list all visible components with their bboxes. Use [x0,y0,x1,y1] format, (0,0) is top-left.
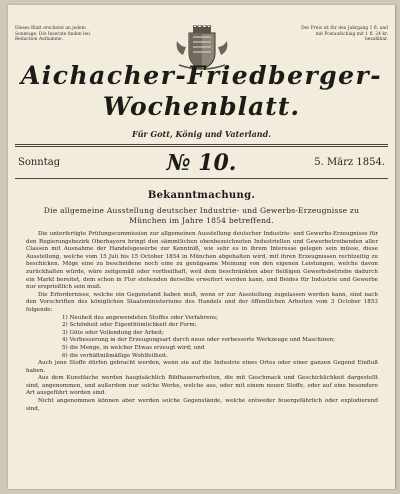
article-paragraph: Auch jene Stoffe dürfen gebracht werden, wenn sie auf die Industrie eines Ortes oder einer ganzen Gegend Einfluß haben. [26,360,378,374]
article-body [26,231,378,413]
criteria-item: 4) Verbesserung in der Erzeugungsart durch neue oder verbesserte Werkzeuge und Maschinen; [62,337,336,344]
header-rule [15,144,388,145]
article-heading: Bekanntmachung. [147,190,256,201]
criteria-item: 6) die verhältnißmäßige Wohlfeilheit. [62,352,168,359]
issue-date: 5. März 1854. [314,157,385,168]
article-paragraph: Aus dem Kunstfache werden hauptsächlich Bildhauerarbeiten, die mit Geschmack und Geschicklichkeit dargestellt sind, angenommen, und außerdem nur solche Werke, welche aus, oder mit einem neuen Stoffe, oder auf eine besondere Art ausgeführt worden sind. [26,375,378,397]
issue-rule [15,178,388,179]
article-paragraph: Die unterfertigte Prüfungscommission zur allgemeinen Ausstellung deutscher Industrie- und Gewerbs-Erzeugnisse für den Regierungsbezirk Oberbayern bringt den sämmtlichen obenbezeichneten Industriellen und Gewerbetreibenden aller Classen mit Ausnahme der Handelsgewerbe zur Kenntniß, wie sehr es in ihrem Interesse gelegen sein müsse, diese Ausstellung, welche vom 15 Juli bis 15 October 1854 in München abgehalten wird, mit ihren Erzeugnissen rechtzeitig zu beschicken. Möge eine zu bescheidene noch eine zu genügsame Meinung von den eigenen Leistungen, welche davon zurückhalten würde, wäre zeitgemäß oder vortheilhaft, weil dem beschränkten aber fleißigen Gewerbsbetriebe dadurch ein Markt bereitet, dem schon in Flor stehenden derselbe erweitert werden kann, und Beides für Industrie und Gewerbe nur ersprießlich sein muß. [26,231,378,291]
criteria-item: 5) die Menge, in welcher Etwas erzeugt wird; und [62,344,205,351]
masthead-line-2: Wochenblatt. [102,92,301,121]
criteria-list [26,315,378,361]
issue-bar [15,152,388,176]
price-note-right: Der Preis ist für den Jahrgang 1 fl. und mit Postaufschlag mit 1 fl. 24 kr. bezahlbar. [301,26,388,43]
masthead-line-1: Aichacher-Friedberger- [20,61,383,90]
article-paragraph: Nicht angenommen können aber werden solche Gegenstände, welche entweder feuergefährlich oder explodierend sind, [26,398,378,412]
criteria-item: 3) Güte oder Vollendung der Arbeit; [62,329,165,336]
article-subheading: Die allgemeine Ausstellung deutscher Industrie- und Gewerbs-Erzeugnisse zu München im Jahre 1854 betreffend. [43,206,360,225]
masthead-motto: Für Gott, König und Vaterland. [132,129,271,139]
subscription-note-left: Dieses Blatt erscheint an jedem Sonntage. Die Inserate finden bei Redaction Aufnahme. [15,26,90,43]
newspaper-page [7,5,395,489]
issue-number: № 10. [166,150,237,176]
issue-day: Sonntag [18,157,61,168]
article-paragraph: Die Erfordernisse, welche ein Gegenstand haben muß, wenn er zur Ausstellung zugelassen werden kann, sind nach den Vorschriften des königlichen Staatsministeriums des Handels und der öffentlichen Arbeiten vom 3 October 1853 folgende: [26,291,378,313]
criteria-item: 2) Schönheit oder Eigenthümlichkeit der Form; [62,322,197,329]
header-rule-thin [15,146,388,147]
criteria-item: 1) Neuheit des angewendeten Stoffes oder Verfahrens; [62,314,218,321]
